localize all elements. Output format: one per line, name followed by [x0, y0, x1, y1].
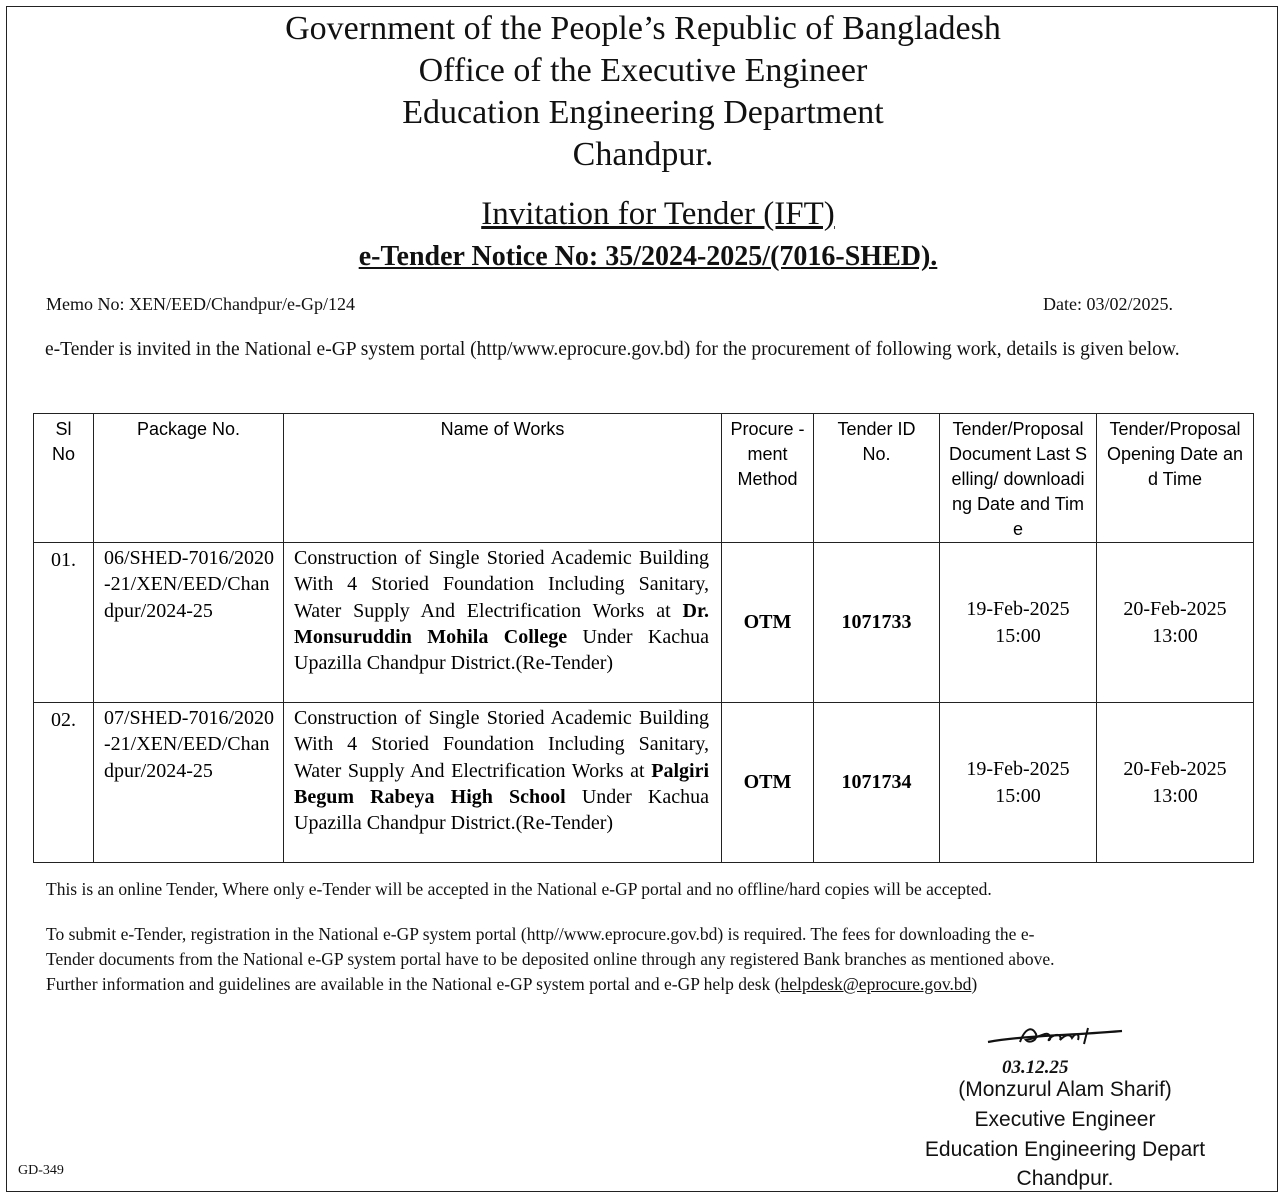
header-office: Office of the Executive Engineer: [418, 52, 868, 89]
row-sl: 02.: [34, 703, 94, 863]
row-tender-id: 1071733: [814, 543, 940, 703]
institution-name: Palgiri Begum Rabeya High School: [294, 759, 709, 808]
header-tender-id: Tender ID No.: [814, 414, 940, 543]
header-department: Education Engineering Department: [402, 94, 884, 131]
header-procurement-method: Procure -ment Method: [722, 414, 814, 543]
online-tender-paragraph: This is an online Tender, Where only e-Tender will be accepted in the National e-GP portal and no offline/hard copies will be accepted.: [46, 879, 992, 899]
table-row: [34, 543, 1254, 703]
row-opening-datetime: 20-Feb-2025 13:00: [1097, 543, 1254, 703]
row-tender-id: 1071734: [814, 703, 940, 863]
row-package: 06/SHED-7016/2020-21/XEN/EED/Chandpur/2024-25: [94, 543, 284, 703]
header-package-no: Package No.: [94, 414, 284, 543]
signatory-department: Education Engineering Depart: [924, 1138, 1206, 1161]
notice-date: Date: 03/02/2025.: [1043, 294, 1173, 314]
helpdesk-email-link[interactable]: helpdesk@eprocure.gov.bd: [780, 974, 972, 994]
table-row: [34, 703, 1254, 863]
signatory-place: Chandpur.: [1016, 1167, 1114, 1190]
row-selling-datetime: 19-Feb-2025 15:00: [940, 703, 1097, 863]
header-name-of-works: Name of Works: [284, 414, 722, 543]
page-title: Invitation for Tender (IFT): [481, 196, 835, 232]
header-location: Chandpur.: [572, 136, 714, 173]
memo-number: Memo No: XEN/EED/Chandpur/e-Gp/124: [46, 294, 355, 314]
submission-paragraph: To submit e-Tender, registration in the National e-GP system portal (http//www.eprocure.gov.bd) is required. The fees for downloading the e- Tender documents from the National e-GP system portal have to be deposited online through any registered Bank branches as mentioned above. Further information and guidelines are available in the National e-GP system portal and e-GP help desk (helpdesk@eprocure.gov.bd): [46, 924, 1055, 994]
intro-paragraph: e-Tender is invited in the National e-GP system portal (http/www.eprocure.gov.bd) for the procurement of following work, details is given below.: [45, 339, 1180, 360]
header-selling-date: Tender/Proposal Document Last Selling/ downloading Date and Time: [940, 414, 1097, 543]
institution-name: Dr. Monsuruddin Mohila College: [294, 599, 709, 648]
signatory-name: (Monzurul Alam Sharif): [958, 1078, 1172, 1101]
row-sl: 01.: [34, 543, 94, 703]
header-government: Government of the People’s Republic of Bangladesh: [285, 10, 1001, 47]
row-package: 07/SHED-7016/2020-21/XEN/EED/Chandpur/2024-25: [94, 703, 284, 863]
row-selling-datetime: 19-Feb-2025 15:00: [940, 543, 1097, 703]
header-sl-no: Sl No: [34, 414, 94, 543]
row-works: Construction of Single Storied Academic Building With 4 Storied Foundation Including Sanitary, Water Supply And Electrification Works at Dr. Monsuruddin Mohila College Under Kachua Upazilla Chandpur District.(Re-Tender): [284, 543, 722, 703]
notice-number: e-Tender Notice No: 35/2024-2025/(7016-SHED).: [358, 241, 938, 272]
signature-date: 03.12.25: [1002, 1057, 1069, 1078]
row-method: OTM: [722, 543, 814, 703]
signatory-designation: Executive Engineer: [974, 1108, 1156, 1131]
row-method: OTM: [722, 703, 814, 863]
header-opening-date: Tender/Proposal Opening Date and Time: [1097, 414, 1254, 543]
signature-image: [980, 1020, 1130, 1078]
row-opening-datetime: 20-Feb-2025 13:00: [1097, 703, 1254, 863]
row-works: Construction of Single Storied Academic Building With 4 Storied Foundation Including Sanitary, Water Supply And Electrification Works at Palgiri Begum Rabeya High School Under Kachua Upazilla Chandpur District.(Re-Tender): [284, 703, 722, 863]
tender-table: [33, 413, 1254, 863]
footer-code: GD-349: [18, 1163, 64, 1178]
